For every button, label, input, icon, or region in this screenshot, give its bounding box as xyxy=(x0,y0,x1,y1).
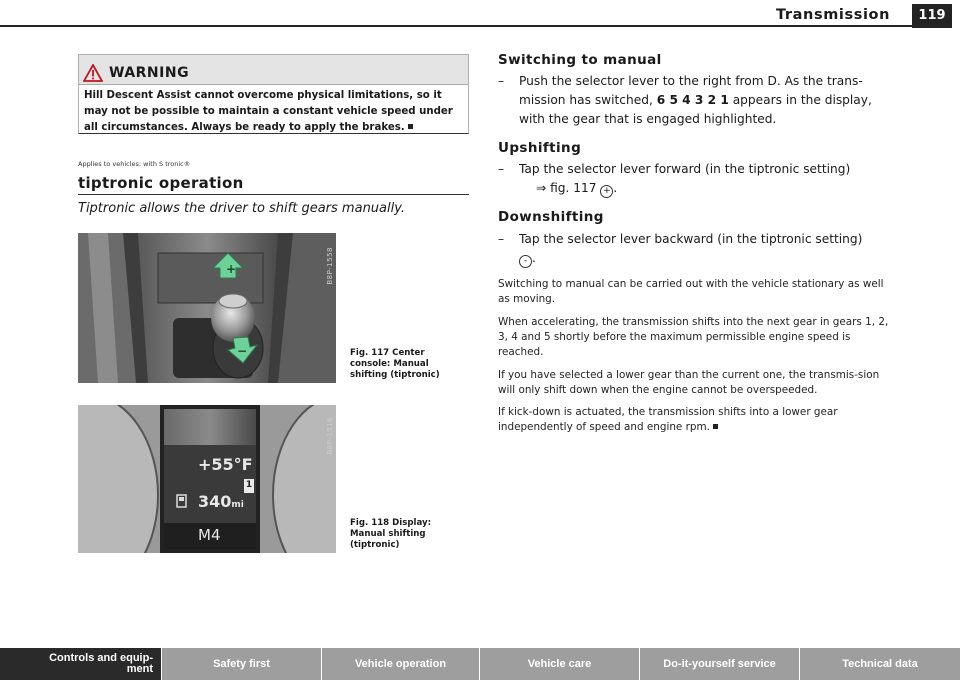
tab-label: Vehicle operation xyxy=(354,658,447,670)
step-line: Tap the selector lever backward (in the tiptronic setting) xyxy=(519,232,863,246)
tab-label: Controls and equip- xyxy=(49,652,153,664)
tab-label: Technical data xyxy=(842,658,918,670)
display-range-value: 340 xyxy=(198,492,232,511)
svg-text:−: − xyxy=(237,344,248,358)
dash: – xyxy=(498,162,505,176)
figure-code: B8P-1558 xyxy=(326,247,334,285)
paragraph: When accelerating, the transmission shifts into the next gear in gears 1, 2, 3, 4 and 5 shortly before the maximum permissible engine speed is reached. xyxy=(498,316,889,358)
dash: – xyxy=(498,232,505,246)
warning-box xyxy=(78,54,469,134)
step-text: appears in the display, xyxy=(728,93,872,107)
display-temperature: +55°F xyxy=(198,455,253,474)
tab-label: ment xyxy=(126,663,153,675)
end-square-icon xyxy=(713,424,718,429)
tab-label: Safety first xyxy=(213,658,270,670)
step-line xyxy=(498,91,898,110)
upshifting-step xyxy=(498,160,898,198)
upshifting-heading: Upshifting xyxy=(498,140,582,156)
page-number: 119 xyxy=(912,4,952,28)
step-line: ⇒ fig. 117 + . xyxy=(536,181,618,196)
paragraph: Switching to manual can be carried out with the vehicle stationary as well as moving. xyxy=(498,278,884,305)
paragraph-text: If kick-down is actuated, the transmission shifts into a lower gear independently of speed and engine rpm. xyxy=(498,406,838,433)
display-gear-marker: 1 xyxy=(245,480,253,490)
paragraph xyxy=(498,405,890,435)
figure-117-caption: Fig. 117 Center console: Manual shifting (tiptronic) xyxy=(350,348,440,380)
center-console-illustration xyxy=(78,233,336,383)
figure-display xyxy=(78,405,336,553)
tab-label: Do-it-yourself service xyxy=(663,658,776,670)
figure-center-console xyxy=(78,233,336,383)
switching-heading: Switching to manual xyxy=(498,52,662,68)
section-rule xyxy=(78,194,469,195)
gear-sequence: 6 5 4 3 2 1 xyxy=(656,93,729,107)
tab-do-it-yourself-service[interactable] xyxy=(640,648,800,680)
footer-nav xyxy=(0,648,960,680)
figure-code: B8P-1516 xyxy=(326,417,334,455)
display-range xyxy=(198,492,244,511)
warning-title: WARNING xyxy=(109,64,190,81)
section-intro: Tiptronic allows the driver to shift gears manually. xyxy=(78,201,406,216)
tab-label: Vehicle care xyxy=(527,658,592,670)
applies-note: Applies to vehicles: with S tronic® xyxy=(78,160,191,168)
step-line: Tap the selector lever forward (in the tiptronic setting) xyxy=(519,162,851,176)
step-line: with the gear that is engaged highlighted. xyxy=(519,112,777,126)
tab-safety-first[interactable] xyxy=(162,648,322,680)
section-title: tiptronic operation xyxy=(78,174,244,192)
chapter-title: Transmission xyxy=(776,7,890,23)
warning-header xyxy=(79,55,468,85)
dash: – xyxy=(498,74,505,88)
step-line: Push the selector lever to the right from D. As the trans- xyxy=(519,74,863,88)
warning-triangle-icon xyxy=(83,64,103,82)
tab-vehicle-operation[interactable] xyxy=(322,648,480,680)
display-gear: M4 xyxy=(198,526,221,544)
tab-vehicle-care[interactable] xyxy=(480,648,640,680)
switching-step xyxy=(498,72,898,129)
downshifting-step xyxy=(498,230,898,268)
header-rule xyxy=(0,25,915,27)
figure-118-caption: Fig. 118 Display: Manual shifting (tiptronic) xyxy=(350,518,432,550)
page-header xyxy=(0,0,960,30)
end-square-icon xyxy=(408,124,413,129)
warning-text: Hill Descent Assist cannot overcome physical limitations, so it may not be possible to maintain a constant vehicle speed under all circumstances. Always be ready to apply the brakes. xyxy=(84,90,453,133)
figure-reference: ⇒ fig. 117 xyxy=(536,181,601,195)
plus-symbol-icon: + xyxy=(600,185,613,198)
display-range-unit: mi xyxy=(231,500,244,510)
warning-body xyxy=(79,85,468,136)
step-text: mission has switched, xyxy=(519,93,657,107)
tab-controls-and-equipment[interactable] xyxy=(0,648,162,680)
downshifting-heading: Downshifting xyxy=(498,209,604,225)
minus-symbol-icon: - xyxy=(519,255,532,268)
tab-technical-data[interactable] xyxy=(800,648,960,680)
step-line: - . xyxy=(498,249,898,268)
svg-text:+: + xyxy=(226,262,237,276)
paragraph: If you have selected a lower gear than the current one, the transmis-sion will only shift down when the engine cannot be overspeeded. xyxy=(498,369,880,396)
